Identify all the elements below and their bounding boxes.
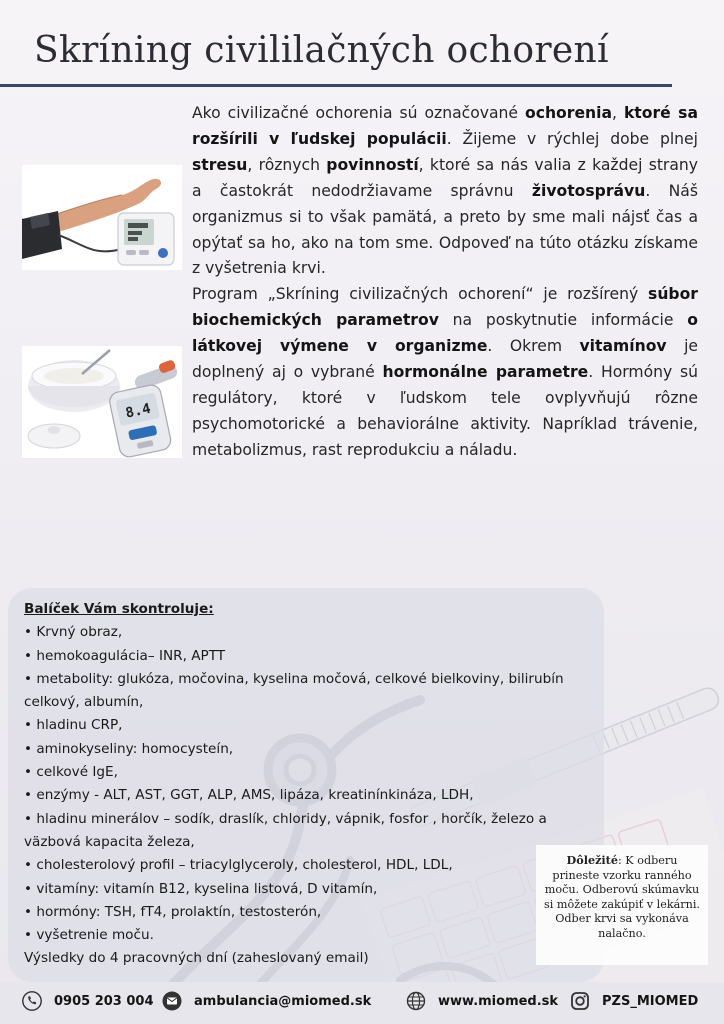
checklist-item: • hladinu minerálov – sodík, draslík, chloridy, vápnik, fosfor , horčík, železo a väzbová kapacita železa, bbox=[24, 808, 600, 855]
checklist-item: • Krvný obraz, bbox=[24, 621, 600, 644]
glucometer-reading: 8.4 bbox=[124, 400, 153, 422]
phone-number: 0905 203 004 bbox=[54, 993, 154, 1009]
checklist-item: • hormóny: TSH, fT4, prolaktín, testosterón, bbox=[24, 901, 600, 924]
intro-paragraph-1 bbox=[192, 101, 698, 282]
text-run: . Hormóny sú regulátory, ktoré v ľudskom tele ovplyvňujú rôzne psychomotorické a behaviorálne aktivity. Napríklad trávenie, metabolizmus, rast reprodukciu a náladu. bbox=[192, 363, 698, 459]
important-text: : K odberu prineste vzorku ranného moču. Odberovú skúmavku si môžete zakúpiť v lekárni. Odber krvi sa vykonáva nalačno. bbox=[544, 854, 700, 940]
checklist-item: • celkové IgE, bbox=[24, 761, 600, 784]
instagram-contact[interactable] bbox=[570, 988, 698, 1014]
page-title: Skríning civililačných ochorení bbox=[34, 30, 609, 71]
email-icon bbox=[162, 991, 182, 1011]
glucometer-photo bbox=[22, 346, 182, 458]
title-underline bbox=[0, 84, 672, 87]
instagram-handle: PZS_MIOMED bbox=[602, 993, 699, 1009]
text-run: Ako civilizačné ochorenia sú označované bbox=[192, 104, 525, 122]
important-label: Dôležité bbox=[566, 853, 618, 867]
text-run: . Okrem bbox=[487, 337, 580, 356]
checklist-item: • cholesterolový profil – triacylglyceroly, cholesterol, HDL, LDL, bbox=[24, 854, 600, 877]
web-contact[interactable] bbox=[406, 988, 558, 1014]
results-note: Výsledky do 4 pracovných dní (zaheslovaný email) bbox=[24, 950, 369, 967]
text-run: . Žijeme v rýchlej dobe plnej bbox=[446, 129, 698, 148]
checklist-item: • metabolity: glukóza, močovina, kyselina močová, celkové bielkoviny, bilirubín celkový, albumín, bbox=[24, 668, 600, 715]
important-note bbox=[536, 845, 708, 965]
checklist-items bbox=[24, 621, 600, 947]
phone-contact[interactable] bbox=[22, 988, 154, 1014]
emphasized-text: vitamínov bbox=[579, 337, 667, 356]
emphasized-text: súbor biochemických parametrov bbox=[192, 285, 698, 330]
emphasized-text: povinností bbox=[326, 155, 419, 174]
emphasized-text: životosprávu bbox=[531, 181, 646, 200]
website-url: www.miomed.sk bbox=[438, 993, 559, 1009]
checklist-item: • vyšetrenie moču. bbox=[24, 924, 600, 947]
emphasized-text: ktoré sa rozšírili v ľudskej populácii bbox=[192, 104, 698, 148]
instagram-icon bbox=[570, 991, 590, 1011]
checklist-heading: Balíček Vám skontroluje: bbox=[24, 601, 214, 617]
text-run: , bbox=[612, 104, 624, 122]
contact-footer bbox=[0, 982, 724, 1024]
intro-paragraph-2 bbox=[192, 282, 698, 463]
checklist-item: • hladinu CRP, bbox=[24, 714, 600, 737]
checklist-item: • aminokyseliny: homocysteín, bbox=[24, 738, 600, 761]
text-run: je doplnený aj o vybrané bbox=[192, 337, 698, 382]
emphasized-text: o látkovej výmene v organizme bbox=[192, 311, 698, 356]
email-address: ambulancia@miomed.sk bbox=[194, 993, 372, 1009]
text-run: . Náš organizmus si to však pamätá, a preto by sme mali nájsť čas a opýtať sa ho, ako na tom sme. Odpoveď na túto otázku získame z vyšetrenia krvi. bbox=[192, 181, 698, 278]
emphasized-text: ochorenia bbox=[524, 104, 612, 122]
text-run: Program „Skríning civilizačných ochorení“ je rozšírený bbox=[192, 285, 649, 304]
checklist-item: • hemokoagulácia– INR, APTT bbox=[24, 645, 600, 668]
emphasized-text: stresu bbox=[192, 155, 248, 174]
phone-icon bbox=[22, 991, 42, 1011]
blood-pressure-photo bbox=[22, 165, 182, 270]
text-run: , ktoré sa nás valia z každej strany a častokrát nedodržiavame správnu bbox=[192, 155, 699, 200]
text-run: na poskytnutie informácie bbox=[438, 311, 688, 330]
globe-icon bbox=[406, 991, 426, 1011]
checklist-item: • vitamíny: vitamín B12, kyselina listová, D vitamín, bbox=[24, 878, 600, 901]
text-run: , rôznych bbox=[247, 155, 327, 174]
emphasized-text: hormonálne parametre bbox=[382, 363, 589, 382]
package-checklist bbox=[24, 598, 600, 971]
email-contact[interactable] bbox=[162, 988, 371, 1014]
checklist-item: • enzýmy - ALT, AST, GGT, ALP, AMS, lipáza, kreatinínkináza, LDH, bbox=[24, 784, 600, 807]
intro-text bbox=[192, 101, 698, 464]
